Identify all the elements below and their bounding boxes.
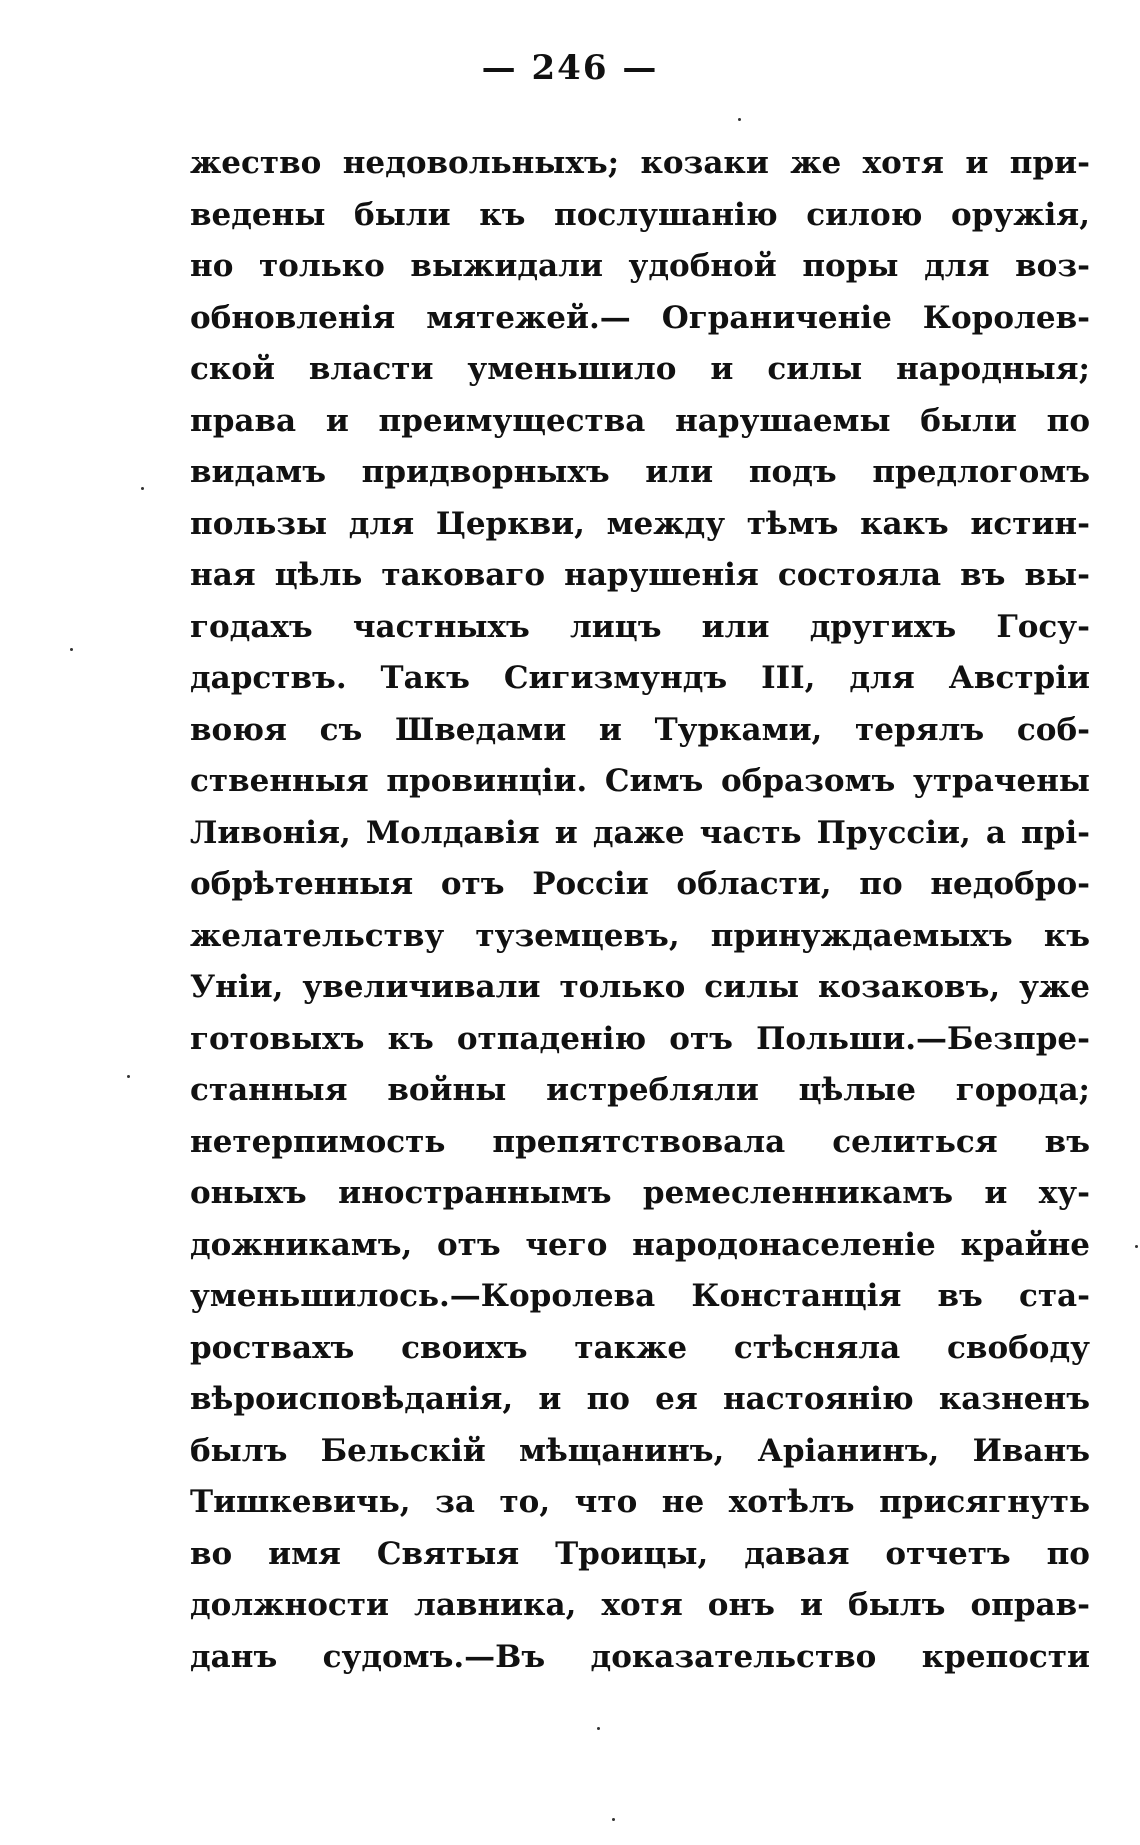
text-line: Тишкевичь, за то, что не хотѣлъ присягнуть (190, 1484, 1090, 1520)
text-line: былъ Бельскій мѣщанинъ, Аріанинъ, Иванъ (190, 1432, 1090, 1469)
text-line: оныхъ иностраннымъ ремесленникамъ и ху- (190, 1175, 1090, 1211)
scan-speck (127, 1075, 130, 1078)
text-line: готовыхъ къ отпаденію отъ Польши.—Безпре- (190, 1020, 1090, 1057)
text-line: Ливонія, Молдавія и даже часть Пруссіи, а прі- (190, 814, 1090, 851)
text-line: жество недовольныхъ; козаки же хотя и при- (190, 145, 1090, 181)
text-line: станныя войны истребляли цѣлые города; (190, 1072, 1090, 1108)
text-line: уменьшилось.—Королева Констанція въ ста- (190, 1278, 1090, 1314)
text-line: ской власти уменьшило и силы народныя; (190, 351, 1090, 387)
text-line: во имя Святыя Троицы, давая отчетъ по (190, 1535, 1090, 1572)
scan-speck (597, 1727, 600, 1730)
scan-speck (70, 648, 73, 651)
page-number: — 246 — (481, 48, 659, 88)
text-line: обрѣтенныя отъ Россіи области, по недобро- (190, 866, 1090, 902)
scan-speck (141, 487, 144, 490)
text-line: нетерпимость препятствовала селиться въ (190, 1123, 1090, 1160)
text-line: ная цѣль таковаго нарушенія состояла въ вы- (190, 557, 1090, 593)
text-line: годахъ частныхъ лицъ или другихъ Госу- (190, 608, 1090, 645)
text-line: обновленія мятежей.— Ограниченіе Королев- (190, 299, 1090, 336)
text-line: должности лавника, хотя онъ и былъ оправ- (190, 1587, 1090, 1623)
text-line: дарствъ. Такъ Сигизмундъ III, для Австріи (190, 660, 1090, 696)
text-line: права и преимущества нарушаемы были по (190, 402, 1090, 439)
scan-speck (738, 118, 741, 121)
text-line: но только выжидали удобной поры для воз- (190, 248, 1090, 284)
text-line: видамъ придворныхъ или подъ предлогомъ (190, 454, 1090, 490)
scan-speck (612, 1818, 615, 1821)
text-line: данъ судомъ.—Въ доказательство крепости (190, 1638, 1090, 1675)
text-line: желательству туземцевъ, принуждаемыхъ къ (190, 917, 1090, 954)
text-line: дожникамъ, отъ чего народонаселеніе крайне (190, 1226, 1090, 1263)
text-line: Уніи, увеличивали только силы козаковъ, уже (190, 969, 1090, 1005)
text-line: роствахъ своихъ также стѣсняла свободу (190, 1329, 1090, 1366)
text-line: ведены были къ послушанію силою оружія, (190, 196, 1090, 233)
text-line: пользы для Церкви, между тѣмъ какъ истин- (190, 505, 1090, 542)
scan-speck (1135, 1245, 1138, 1248)
body-text (190, 138, 1090, 1683)
text-line: воюя съ Шведами и Турками, терялъ соб- (190, 711, 1090, 748)
text-line: вѣроисповѣданія, и по ея настоянію казненъ (190, 1381, 1090, 1417)
text-line: ственныя провинціи. Симъ образомъ утрачены (190, 763, 1090, 799)
